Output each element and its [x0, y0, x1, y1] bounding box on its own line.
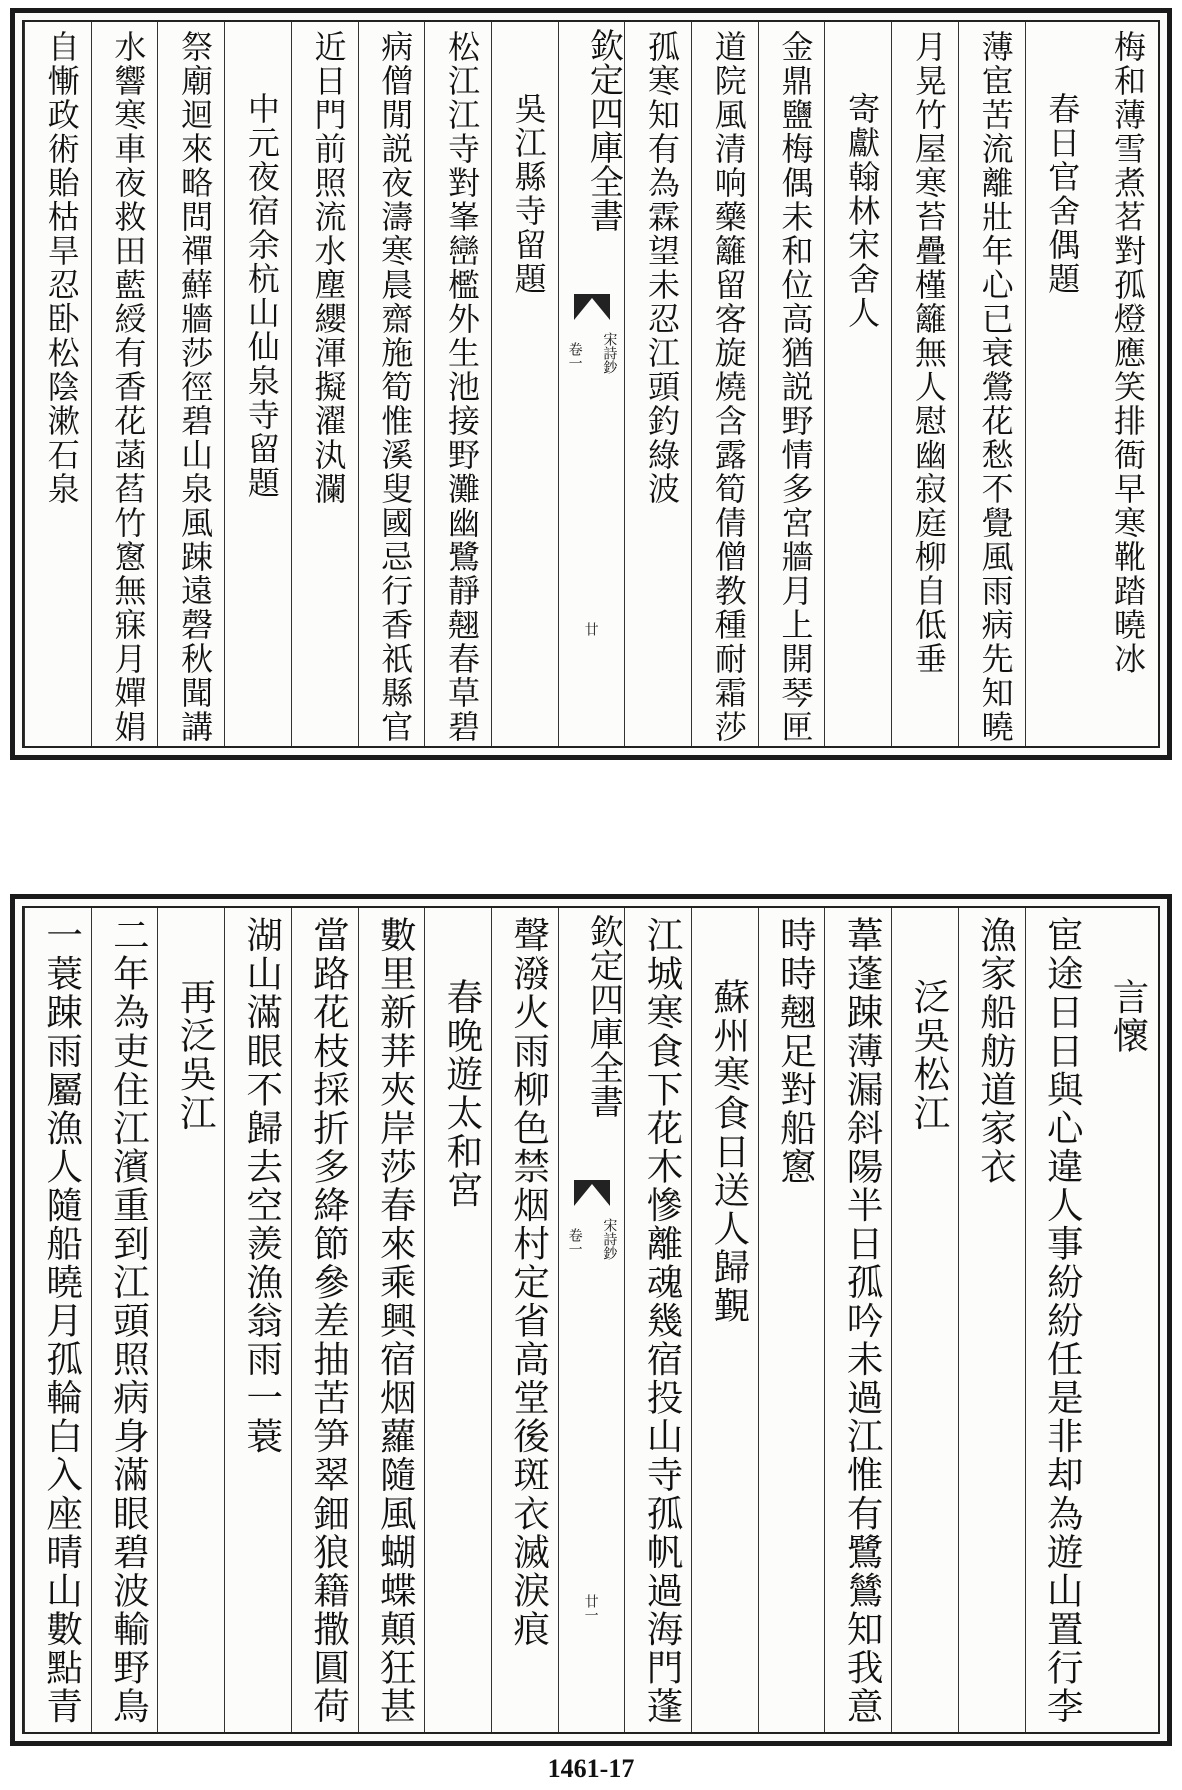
text-column [758, 22, 826, 746]
poem-line: 水響寒車夜救田藍綬有香花菡萏竹窻無寐月嬋娟 [109, 30, 148, 744]
poem-line: 道院風清响藥籬留客旋燒含露筍倩僧教種耐霜莎 [709, 30, 748, 744]
text-column [691, 22, 759, 746]
text-column [1091, 908, 1158, 1732]
leaf-number: 廿一 [582, 1594, 599, 1622]
poem-line: 當路花枝採折多絳節參差抽苦笋翠鈿狼籍撒圓荷 [307, 916, 351, 1726]
poem-line: 江城寒食下花木慘離魂幾宿投山寺孤帆過海門蓬 [641, 916, 685, 1726]
poem-line: 宦途日日與心違人事紛紛任是非却為遊山置行李 [1041, 916, 1085, 1726]
text-column [424, 22, 492, 746]
poem-line: 聲潑火雨柳色禁烟村定省高堂後斑衣滅淚痕 [507, 916, 551, 1649]
book-title-small: 宋詩鈔 [601, 332, 618, 374]
volume-label: 卷一 [566, 1228, 583, 1256]
top-page [10, 8, 1172, 760]
poem-title: 泛吳松江 [907, 978, 951, 1133]
poem-title: 言懷 [1106, 978, 1150, 1056]
text-column [224, 908, 292, 1732]
poem-title: 蘇州寒食日送人歸覲 [707, 978, 751, 1325]
poem-line: 月晃竹屋寒苔疊槿籬無人慰幽寂庭柳自低垂 [909, 30, 948, 676]
page-number-footer: 1461-17 [547, 1754, 635, 1783]
text-column [958, 908, 1026, 1732]
text-column [491, 22, 559, 746]
text-column [358, 22, 426, 746]
poem-title: 吳江縣寺留題 [509, 92, 548, 296]
poem-line: 二年為吏住江濱重到江頭照病身滿眼碧波輸野鳥 [107, 916, 151, 1726]
poem-title: 中元夜宿余杭山仙泉寺留題 [242, 92, 281, 500]
poem-line: 時時翹足對船窻 [774, 916, 818, 1186]
text-column [1025, 22, 1093, 746]
text-column [24, 22, 92, 746]
text-column [91, 908, 159, 1732]
text-column [358, 908, 426, 1732]
bottom-page [10, 894, 1172, 1746]
text-column [491, 908, 559, 1732]
poem-line: 數里新荓夾岸莎春來乘興宿烟蘿隨風蝴蝶顛狂甚 [374, 916, 418, 1726]
poem-line: 一蓑踈雨屬漁人隨船曉月孤輪白入座晴山數點青 [40, 916, 84, 1726]
text-column [224, 22, 292, 746]
text-column [624, 908, 692, 1732]
text-column [1091, 22, 1158, 746]
text-column [157, 22, 225, 746]
text-column [291, 22, 359, 746]
poem-line: 金鼎鹽梅偶未和位高猶説野情多宮牆月上開琴匣 [776, 30, 815, 744]
top-page-frame [22, 20, 1160, 748]
text-column [891, 22, 959, 746]
text-column [958, 22, 1026, 746]
bottom-page-frame [22, 906, 1160, 1734]
center-fold-column [558, 22, 626, 746]
text-column [891, 908, 959, 1732]
text-column [691, 908, 759, 1732]
book-series-title: 欽定四庫全書 [583, 914, 624, 1118]
poem-title: 再泛吳江 [174, 978, 218, 1133]
poem-line: 祭廟迴來略問禪蘚牆莎徑碧山泉風踈遠磬秋聞講 [176, 30, 215, 744]
text-column [624, 22, 692, 746]
poem-line: 薄宦苦流離壯年心已衰鶯花愁不覺風雨病先知曉 [976, 30, 1015, 744]
fishtail-mark-icon [572, 292, 612, 322]
text-column [824, 908, 892, 1732]
poem-line: 梅和薄雪煮茗對孤燈應笑排衙早寒靴踏曉冰 [1108, 30, 1147, 676]
poem-line: 自慚政術貽枯旱忍卧松陰漱石泉 [42, 30, 81, 506]
book-series-title: 欽定四庫全書 [583, 28, 624, 232]
poem-line: 近日門前照流水塵纓渾擬濯汍瀾 [309, 30, 348, 506]
poem-line: 病僧閒説夜濤寒晨齋施筍惟溪叟國忌行香祇縣官 [376, 30, 415, 744]
text-column [424, 908, 492, 1732]
text-column [24, 908, 92, 1732]
text-column [291, 908, 359, 1732]
poem-title: 春日官舍偶題 [1043, 92, 1082, 296]
leaf-number: 廿 [582, 622, 599, 636]
text-column [758, 908, 826, 1732]
poem-line: 松江江寺對峯巒檻外生池接野灘幽鷺靜翹春草碧 [442, 30, 481, 744]
poem-line: 漁家船舫道家衣 [974, 916, 1018, 1186]
poem-line: 孤寒知有為霖望未忍江頭釣綠波 [643, 30, 682, 506]
poem-title: 春晚遊太和宮 [440, 978, 484, 1210]
poem-title: 寄獻翰林宋舍人 [843, 92, 882, 330]
poem-line: 葦蓬踈薄漏斜陽半日孤吟未過江惟有鷺鷥知我意 [841, 916, 885, 1726]
text-column [824, 22, 892, 746]
fishtail-mark-icon [572, 1178, 612, 1208]
poem-line: 湖山滿眼不歸去空羨漁翁雨一蓑 [240, 916, 284, 1456]
text-column [1025, 908, 1093, 1732]
book-title-small: 宋詩鈔 [601, 1218, 618, 1260]
center-fold-column [558, 908, 626, 1732]
text-column [91, 22, 159, 746]
text-column [157, 908, 225, 1732]
volume-label: 卷一 [566, 342, 583, 370]
